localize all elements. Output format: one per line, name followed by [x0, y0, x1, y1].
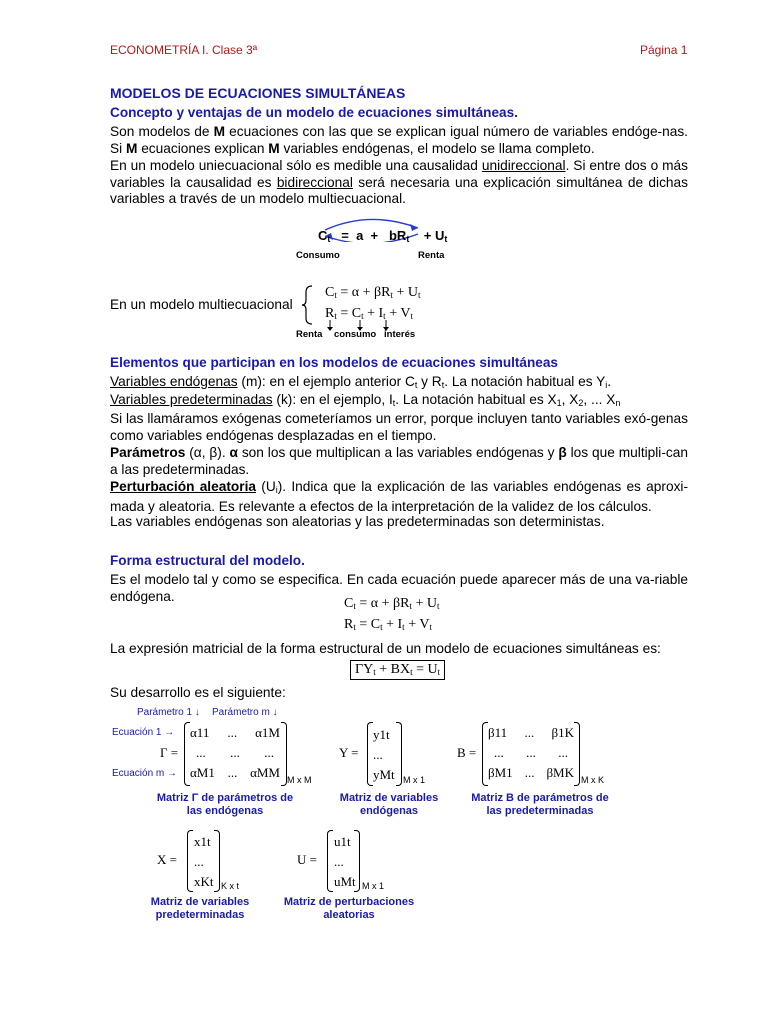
- header-title: ECONOMETRÍA I. Clase 3ª: [110, 43, 258, 57]
- multi-eq-1: $C_t = \alpha + \beta R_t + U_t$: [325, 285, 421, 300]
- label-renta-2: Renta: [296, 329, 323, 340]
- gamma-dimension: M x M: [287, 775, 312, 785]
- ec1-label: Ecuación 1 →: [112, 727, 175, 738]
- caption-y: Matriz de variables endógenas: [339, 792, 439, 817]
- paragraph-matrix-expression: La expresión matricial de la forma estructural de un modelo de ecuaciones simultáneas es:: [110, 641, 661, 656]
- paragraph-parameters: Parámetros (α, β). α son los que multiplican a las variables endógenas y β los que multipli-can a las predeterminadas.: [110, 445, 688, 477]
- x-right-bracket: [214, 830, 220, 892]
- b-label: B =: [457, 745, 477, 760]
- section-title: MODELOS DE ECUACIONES SIMULTÁNEAS: [110, 85, 406, 101]
- param1-label: Parámetro 1 ↓: [137, 707, 200, 718]
- x-dimension: K x t: [221, 881, 240, 891]
- y-right-bracket: [396, 722, 402, 786]
- b-dimension: M x K: [581, 775, 605, 785]
- structural-eq-1: $C_t = \alpha + \beta R_t + U_t$: [344, 596, 440, 611]
- caption-b: Matriz B de parámetros de las predeterminadas: [471, 792, 609, 817]
- gamma-label: Γ =: [160, 745, 179, 760]
- boxed-equation: $\Gamma Y_t + BX_t = U_t$: [350, 660, 445, 680]
- gamma-matrix: α11 ... α1M ... ... ... αM1 ... αMM: [190, 725, 280, 780]
- section2-title: Elementos que participan en los modelos de ecuaciones simultáneas: [110, 355, 558, 370]
- structural-eq-2: $R_t = C_t + I_t + V_t$: [344, 617, 432, 632]
- u-label: U =: [297, 852, 317, 867]
- multi-eq-2: $R_t = C_t + I_t + V_t$: [325, 306, 413, 321]
- x-vector: x1t ... xKt: [194, 834, 214, 889]
- paragraph-intro: Son modelos de M ecuaciones con las que se explican igual número de variables endóge-nas. Si M ecuaciones explican M variables endógenas, el modelo se llama completo.: [110, 124, 688, 156]
- u-dimension: M x 1: [362, 881, 385, 891]
- b-matrix: β11 ... β1K ... ... ... βM1 ... βMK: [488, 725, 574, 780]
- x-label: X =: [157, 852, 177, 867]
- x-left-bracket: [187, 830, 193, 892]
- section-subtitle: Concepto y ventajas de un modelo de ecuaciones simultáneas.: [110, 105, 518, 120]
- u-left-bracket: [327, 830, 333, 892]
- section3-title: Forma estructural del modelo.: [110, 553, 305, 568]
- ecm-label: Ecuación m →: [112, 768, 178, 779]
- y-label: Y =: [339, 745, 359, 760]
- label-interes: interés: [384, 329, 416, 340]
- label-renta: Renta: [418, 250, 445, 261]
- label-consumo: Consumo: [296, 250, 340, 261]
- u-vector: u1t ... uMt: [334, 834, 356, 889]
- caption-gamma: Matriz Γ de parámetros de las endógenas: [156, 792, 294, 817]
- equation-consumption: $C_t$ = a + $bR_t$ + $U_t$: [318, 228, 448, 244]
- endogenous-line: Variables endógenas (m): en el ejemplo anterior $C_t$ y $R_t$. La notación habitual es $Y_i$.: [110, 374, 612, 390]
- caption-u: Matriz de perturbaciones aleatorias: [283, 896, 415, 921]
- paragraph-random: Las variables endógenas son aleatorias y las predeterminadas son deterministas.: [110, 514, 605, 529]
- paramm-label: Parámetro m ↓: [212, 707, 278, 718]
- paragraph-development: Su desarrollo es el siguiente:: [110, 685, 286, 700]
- paragraph-perturbation: Perturbación aleatoria $(U_i)$. Indica que la explicación de las variables endógenas es aproxi-mada y aleatoria. Es relevante a efectos de la interpretación de la validez de los cálculos.: [110, 479, 689, 514]
- predetermined-line: Variables predeterminadas (k): en el ejemplo, $I_t$. La notación habitual es $X_1$, $X_2$, ... $X_n$: [110, 392, 621, 408]
- multi-label: En un modelo multiecuacional: [110, 297, 293, 312]
- paragraph-structural: Es el modelo tal y como se especifica. En cada ecuación puede aparecer más de una va-riable endógena.: [110, 572, 688, 604]
- label-consumo-2: consumo: [334, 329, 377, 340]
- b-right-bracket: [574, 722, 580, 786]
- y-vector: y1t ... yMt: [373, 727, 395, 782]
- paragraph-exogenous: Si las llamáramos exógenas cometeríamos un error, porque incluyen tanto variables exó-genas como variables endógenas desplazadas en el tiempo.: [110, 411, 688, 443]
- y-dimension: M x 1: [403, 775, 426, 785]
- caption-x: Matriz de variables predeterminadas: [150, 896, 250, 921]
- page-number: Página 1: [640, 43, 688, 57]
- paragraph-causality: En un modelo uniecuacional sólo es medible una causalidad unidireccional. Si entre dos o más variables la causalidad es bidireccional será necesaria una explicación simultánea de dichas variables a través de un modelo multiecuacional.: [110, 158, 688, 206]
